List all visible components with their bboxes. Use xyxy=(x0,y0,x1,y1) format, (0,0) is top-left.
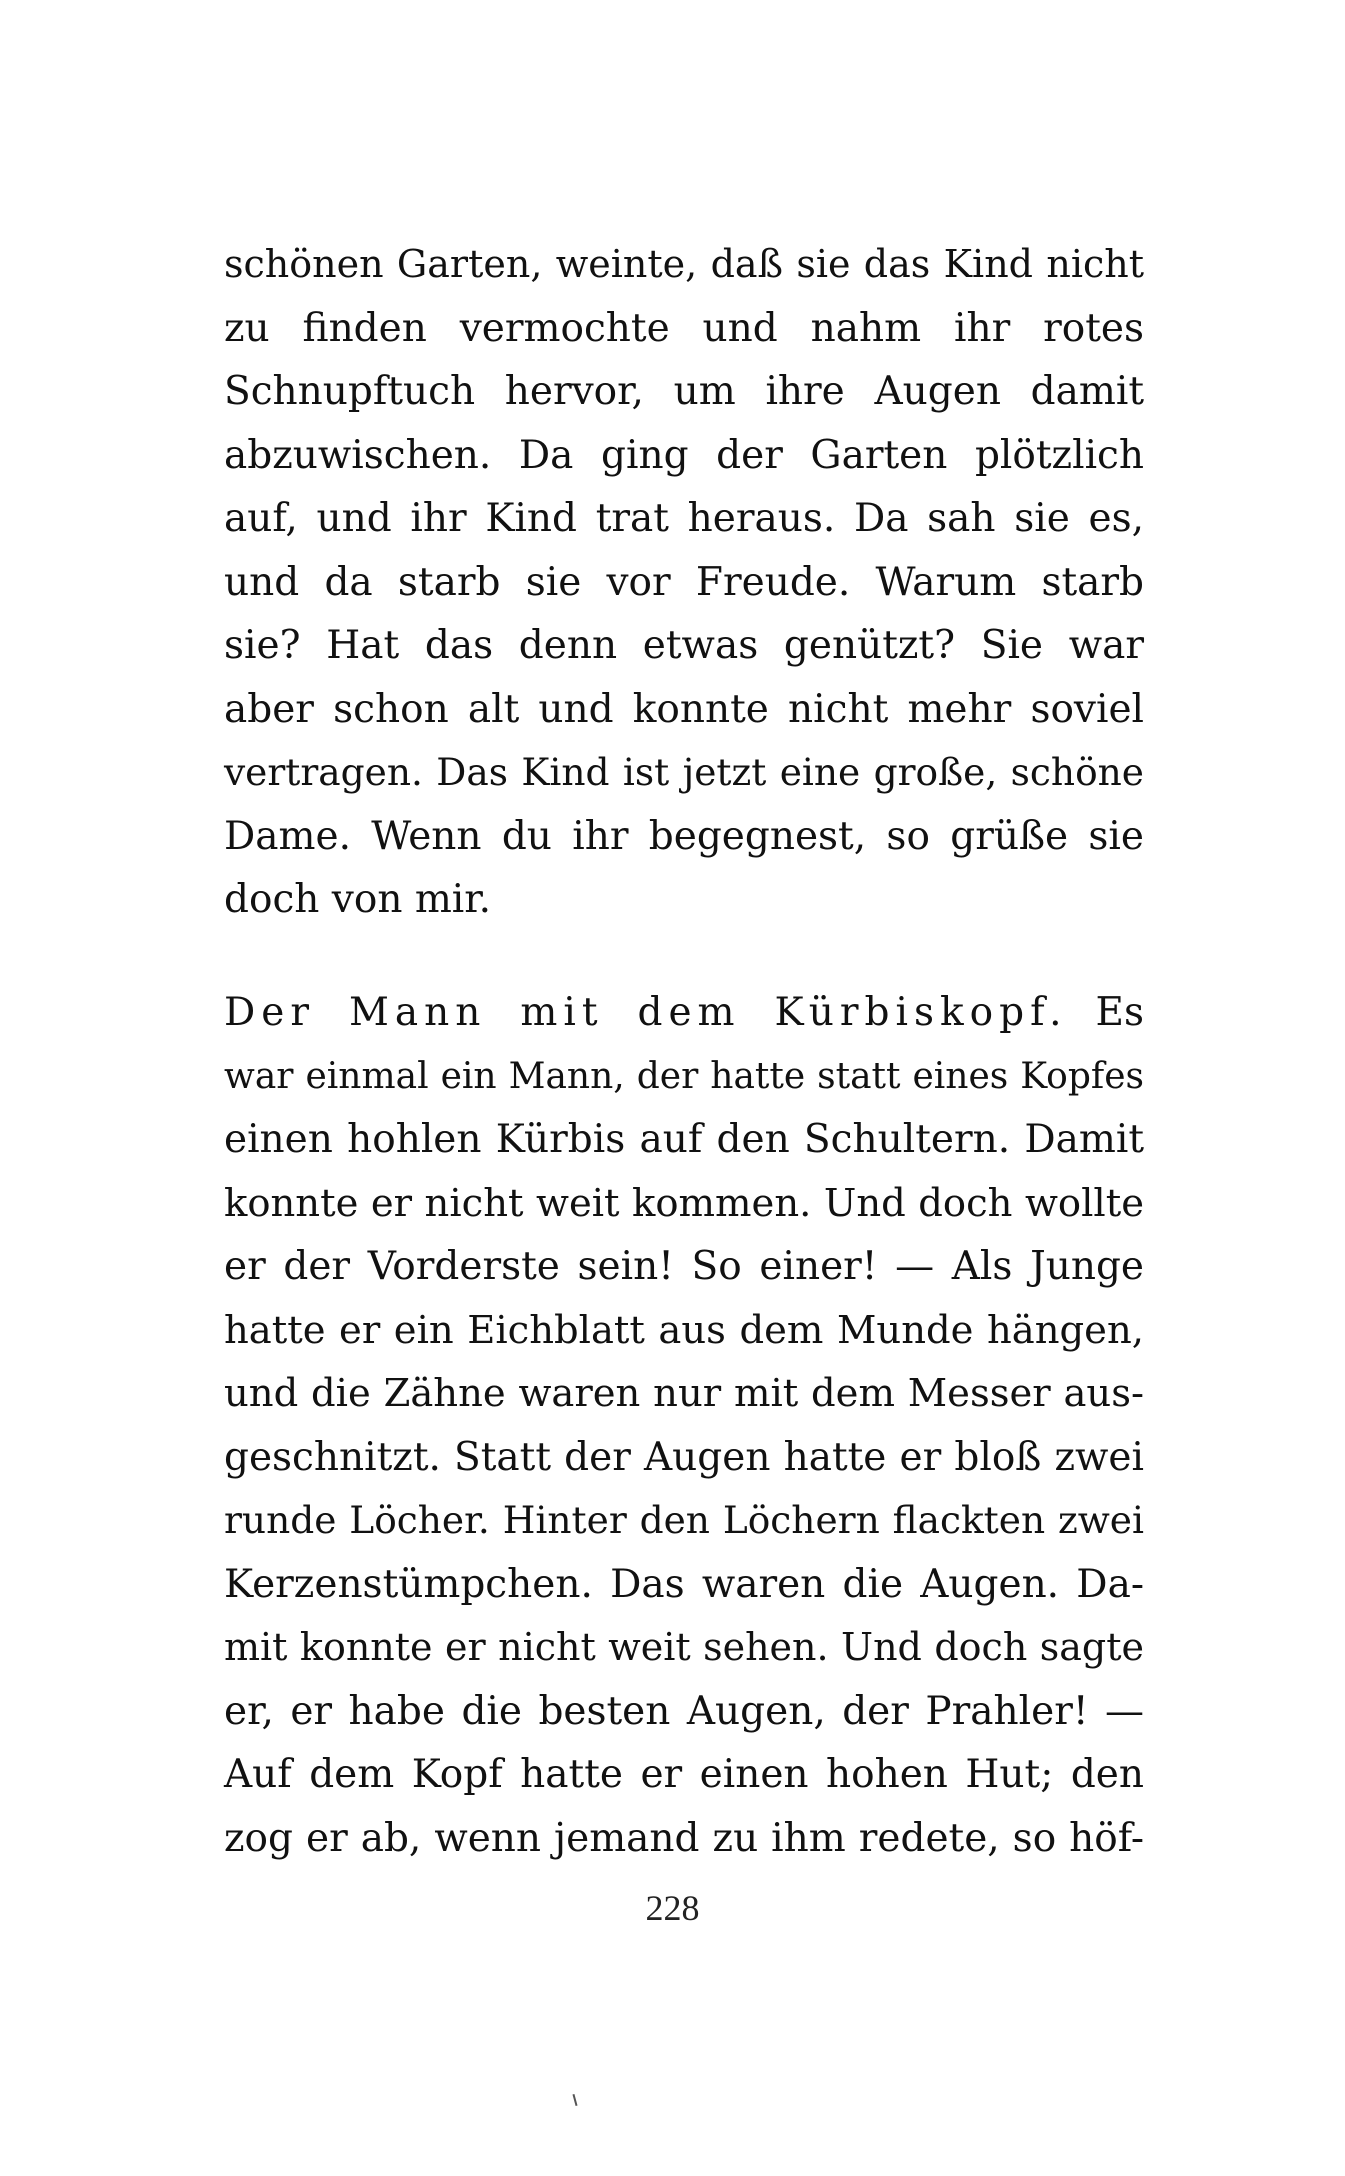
heading-line xyxy=(224,981,1144,1045)
text-line: sie? Hat das denn etwas genützt? Sie war xyxy=(224,623,1144,668)
text-line: aber schon alt und konnte nicht mehr soviel xyxy=(224,686,1144,732)
text-line: war einmal ein Mann, der hatte statt eines Kopfes xyxy=(224,1055,1144,1097)
text-line: zog er ab, wenn jemand zu ihm redete, so höf- xyxy=(224,1815,1144,1861)
text-line: schönen Garten, weinte, daß sie das Kind nicht xyxy=(224,242,1144,286)
text-line: geschnitzt. Statt der Augen hatte er bloß zwei xyxy=(224,1434,1144,1480)
text-line: auf, und ihr Kind trat heraus. Da sah sie es, xyxy=(224,496,1144,541)
text-line: Kerzenstümpchen. Das waren die Augen. Da- xyxy=(224,1561,1144,1607)
text-line: doch von mir. xyxy=(224,877,492,922)
text-line: Dame. Wenn du ihr begegnest, so grüße sie xyxy=(224,813,1144,859)
text-line: er der Vorderste sein! So einer! — Als Junge xyxy=(224,1244,1144,1289)
text-line: Auf dem Kopf hatte er einen hohen Hut; den xyxy=(224,1752,1144,1797)
text-line: runde Löcher. Hinter den Löchern flackten zwei xyxy=(224,1498,1144,1542)
story-paragraph xyxy=(224,981,1144,1870)
text-line: konnte er nicht weit kommen. Und doch wollte xyxy=(224,1180,1144,1226)
text-line: mit konnte er nicht weit sehen. Und doch sagte xyxy=(224,1625,1144,1669)
text-line: einen hohlen Kürbis auf den Schultern. Damit xyxy=(224,1117,1144,1162)
text-line: vertragen. Das Kind ist jetzt eine große, schöne xyxy=(224,750,1144,794)
text-line: abzuwischen. Da ging der Garten plötzlich xyxy=(224,432,1144,478)
text-line: er, er habe die besten Augen, der Prahler! — xyxy=(224,1688,1144,1734)
print-speck xyxy=(572,2094,577,2106)
text-line: hatte er ein Eichblatt aus dem Munde hängen, xyxy=(224,1307,1144,1353)
paragraph-continued xyxy=(224,233,1144,932)
text-line: zu finden vermochte und nahm ihr rotes xyxy=(224,305,1144,351)
text-line: und da starb sie vor Freude. Warum starb xyxy=(224,559,1144,605)
page-number: 228 xyxy=(645,1888,700,1928)
text-line: Schnupftuch hervor, um ihre Augen damit xyxy=(224,369,1144,414)
text-line: und die Zähne waren nur mit dem Messer aus- xyxy=(224,1371,1144,1416)
text-fragment: Es xyxy=(1095,990,1144,1035)
story-title: Der Mann mit dem Kürbiskopf. xyxy=(224,990,1068,1035)
